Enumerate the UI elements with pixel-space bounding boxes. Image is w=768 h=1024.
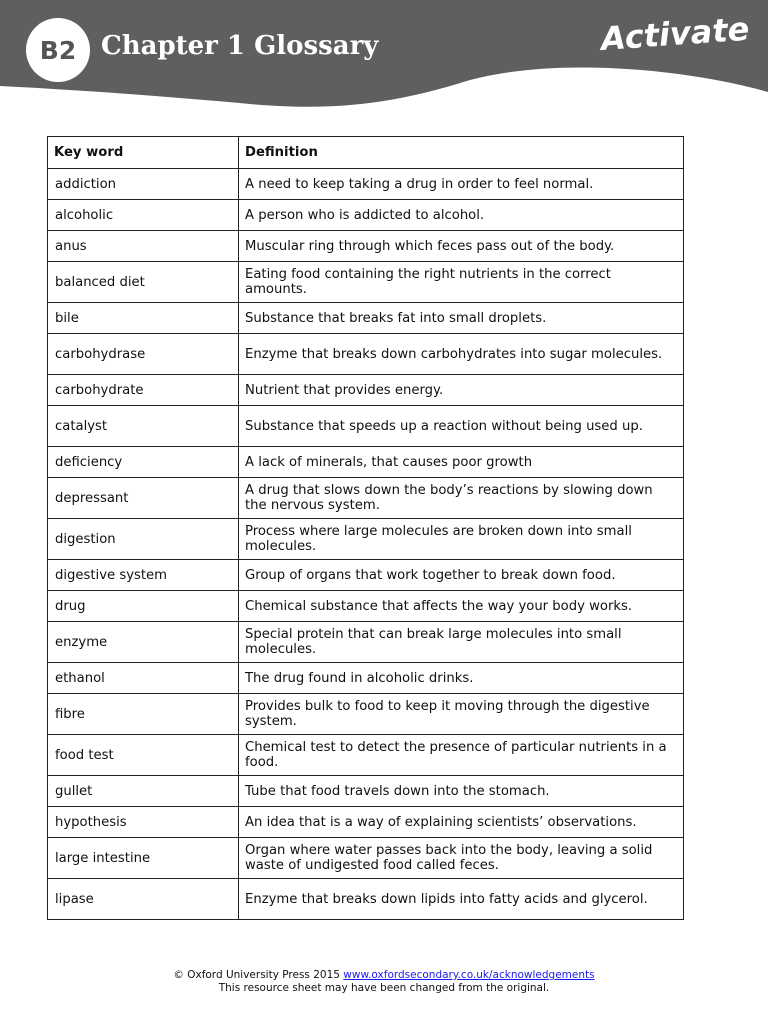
term-cell: fibre	[48, 694, 239, 735]
definition-cell: Substance that breaks fat into small droplets.	[239, 303, 684, 334]
table-row	[48, 169, 684, 200]
chapter-badge: B2	[26, 18, 90, 82]
definition-cell: Special protein that can break large molecules into small molecules.	[239, 622, 684, 663]
definition-cell: Process where large molecules are broken down into small molecules.	[239, 519, 684, 560]
term-cell: hypothesis	[48, 807, 239, 838]
table-row	[48, 262, 684, 303]
glossary-table	[47, 136, 684, 920]
term-cell: balanced diet	[48, 262, 239, 303]
term-cell: alcoholic	[48, 200, 239, 231]
term-cell: enzyme	[48, 622, 239, 663]
term-cell: lipase	[48, 879, 239, 920]
table-row	[48, 231, 684, 262]
term-cell: addiction	[48, 169, 239, 200]
table-row	[48, 406, 684, 447]
definition-cell: Enzyme that breaks down lipids into fatty acids and glycerol.	[239, 879, 684, 920]
table-row	[48, 375, 684, 406]
table-row	[48, 776, 684, 807]
term-cell: food test	[48, 735, 239, 776]
definition-cell: A person who is addicted to alcohol.	[239, 200, 684, 231]
definition-cell: A drug that slows down the body’s reactions by slowing down the nervous system.	[239, 478, 684, 519]
definition-cell: Muscular ring through which feces pass out of the body.	[239, 231, 684, 262]
term-cell: deficiency	[48, 447, 239, 478]
table-row	[48, 694, 684, 735]
definition-cell: The drug found in alcoholic drinks.	[239, 663, 684, 694]
term-cell: gullet	[48, 776, 239, 807]
footer-note: This resource sheet may have been changed from the original.	[218, 982, 550, 994]
table-row	[48, 200, 684, 231]
term-cell: bile	[48, 303, 239, 334]
definition-cell: An idea that is a way of explaining scientists’ observations.	[239, 807, 684, 838]
table-row	[48, 663, 684, 694]
term-cell: large intestine	[48, 838, 239, 879]
brand-logo: Activate	[599, 9, 751, 58]
footer-copyright-line	[0, 969, 768, 982]
table-row	[48, 478, 684, 519]
term-cell: anus	[48, 231, 239, 262]
table-row	[48, 807, 684, 838]
table-row	[48, 519, 684, 560]
definition-cell: A need to keep taking a drug in order to feel normal.	[239, 169, 684, 200]
page-footer	[0, 969, 768, 995]
acknowledgements-link[interactable]: www.oxfordsecondary.co.uk/acknowledgements	[343, 969, 595, 981]
definition-cell: Provides bulk to food to keep it moving through the digestive system.	[239, 694, 684, 735]
column-header-definition: Definition	[239, 137, 684, 169]
term-cell: ethanol	[48, 663, 239, 694]
term-cell: digestive system	[48, 560, 239, 591]
table-row	[48, 560, 684, 591]
page-title: Chapter 1 Glossary	[101, 31, 379, 61]
table-header-row	[48, 137, 684, 169]
term-cell: drug	[48, 591, 239, 622]
header-banner	[0, 0, 768, 120]
column-header-key-word: Key word	[48, 137, 239, 169]
table-row	[48, 879, 684, 920]
term-cell: carbohydrase	[48, 334, 239, 375]
table-row	[48, 303, 684, 334]
table-row	[48, 334, 684, 375]
definition-cell: Group of organs that work together to break down food.	[239, 560, 684, 591]
definition-cell: Nutrient that provides energy.	[239, 375, 684, 406]
table-row	[48, 447, 684, 478]
definition-cell: Chemical substance that affects the way your body works.	[239, 591, 684, 622]
term-cell: digestion	[48, 519, 239, 560]
definition-cell: Tube that food travels down into the stomach.	[239, 776, 684, 807]
definition-cell: Organ where water passes back into the body, leaving a solid waste of undigested food called feces.	[239, 838, 684, 879]
term-cell: depressant	[48, 478, 239, 519]
copyright-text: © Oxford University Press 2015	[173, 969, 340, 981]
term-cell: carbohydrate	[48, 375, 239, 406]
definition-cell: Eating food containing the right nutrients in the correct amounts.	[239, 262, 684, 303]
table-row	[48, 622, 684, 663]
definition-cell: Substance that speeds up a reaction without being used up.	[239, 406, 684, 447]
table-row	[48, 838, 684, 879]
table-row	[48, 591, 684, 622]
definition-cell: Chemical test to detect the presence of particular nutrients in a food.	[239, 735, 684, 776]
term-cell: catalyst	[48, 406, 239, 447]
table-row	[48, 735, 684, 776]
definition-cell: A lack of minerals, that causes poor growth	[239, 447, 684, 478]
definition-cell: Enzyme that breaks down carbohydrates into sugar molecules.	[239, 334, 684, 375]
